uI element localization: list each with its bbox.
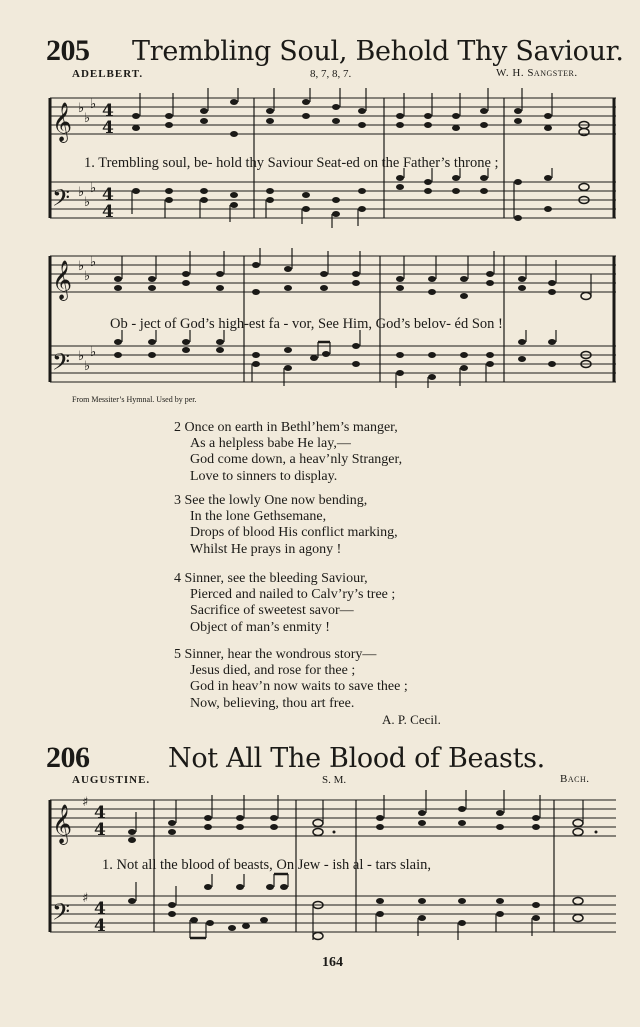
bass-notes (132, 168, 589, 228)
hymn-title-206: Not All The Blood of Beasts. (168, 743, 545, 774)
flat-sign: ♭ (78, 101, 85, 116)
composer: W. H. Sangster. (496, 67, 578, 79)
meter-206: S. M. (322, 774, 347, 786)
time-signature-top: 4 (102, 101, 114, 121)
svg-text:♭: ♭ (84, 195, 91, 210)
svg-text:4: 4 (94, 899, 106, 919)
time-signature-bottom: 4 (102, 118, 114, 138)
svg-text:4: 4 (94, 916, 106, 936)
verse-5: 5 Sinner, hear the wondrous story— Jesus died, and rose for thee ; God in heav’n now waits to save thee ; Now, believing, thou art free. (174, 647, 408, 711)
svg-text:♭: ♭ (84, 111, 91, 126)
verse-4: 4 Sinner, see the bleeding Saviour, Pierced and nailed to Calv’ry’s tree ; Sacrifice of sweetest savor— Object of man’s enmity ! (174, 571, 396, 635)
svg-text:♭: ♭ (78, 259, 85, 274)
svg-text:4: 4 (102, 202, 114, 222)
bass-clef-icon: 𝄢 (52, 898, 71, 931)
svg-text:4: 4 (102, 185, 114, 205)
svg-text:♭: ♭ (78, 185, 85, 200)
hymn-number: 205 (46, 34, 90, 67)
sharp-sign: ♯ (82, 795, 89, 810)
treble-clef-icon: 𝄞 (52, 804, 73, 844)
bass-clef-icon: 𝄢 (52, 348, 71, 381)
treble-clef-icon: 𝄞 (52, 260, 73, 300)
svg-text:♭: ♭ (84, 269, 91, 284)
svg-text:♭: ♭ (78, 349, 85, 364)
hymn-title: Trembling Soul, Behold Thy Saviour. (132, 36, 624, 67)
tune-name: ADELBERT. (72, 68, 144, 80)
svg-text:4: 4 (94, 820, 106, 840)
meter: 8, 7, 8, 7. (310, 68, 352, 80)
svg-text:♭: ♭ (90, 345, 97, 360)
composer-206: Bach. (560, 773, 590, 785)
svg-text:♭: ♭ (90, 255, 97, 270)
bass-clef-icon: 𝄢 (52, 184, 71, 217)
svg-text:♭: ♭ (90, 97, 97, 112)
attribution: A. P. Cecil. (382, 712, 441, 727)
hymn-number-206: 206 (46, 741, 90, 774)
treble-clef-icon: 𝄞 (52, 102, 73, 142)
credit-line: From Messiter’s Hymnal. Used by per. (72, 395, 197, 404)
lyrics-line-1: 1. Trembling soul, be- hold thy Saviour Seat-ed on the Father’s throne ; (84, 155, 499, 171)
lyrics-line-206: 1. Not all the blood of beasts, On Jew - ish al - tars slain, (102, 857, 432, 873)
svg-text:♭: ♭ (84, 359, 91, 374)
svg-text:♯: ♯ (82, 891, 89, 906)
verse-2: 2 Once on earth in Bethl’hem’s manger, As a helpless babe He lay,— God come down, a heav’nly Stranger, Love to sinners to display. (174, 420, 403, 484)
verse-3: 3 See the lowly One now bending, In the lone Gethsemane, Drops of blood His conflict marking, Whilst He prays in agony ! (174, 493, 398, 557)
svg-text:4: 4 (94, 803, 106, 823)
svg-text:♭: ♭ (90, 181, 97, 196)
lyrics-line-2: Ob - ject of God’s high-est fa - vor, See Him, God’s belov- éd Son ! (110, 316, 503, 332)
tune-name-206: AUGUSTINE. (72, 774, 151, 786)
treble-notes (132, 88, 589, 137)
page-number: 164 (322, 955, 343, 970)
